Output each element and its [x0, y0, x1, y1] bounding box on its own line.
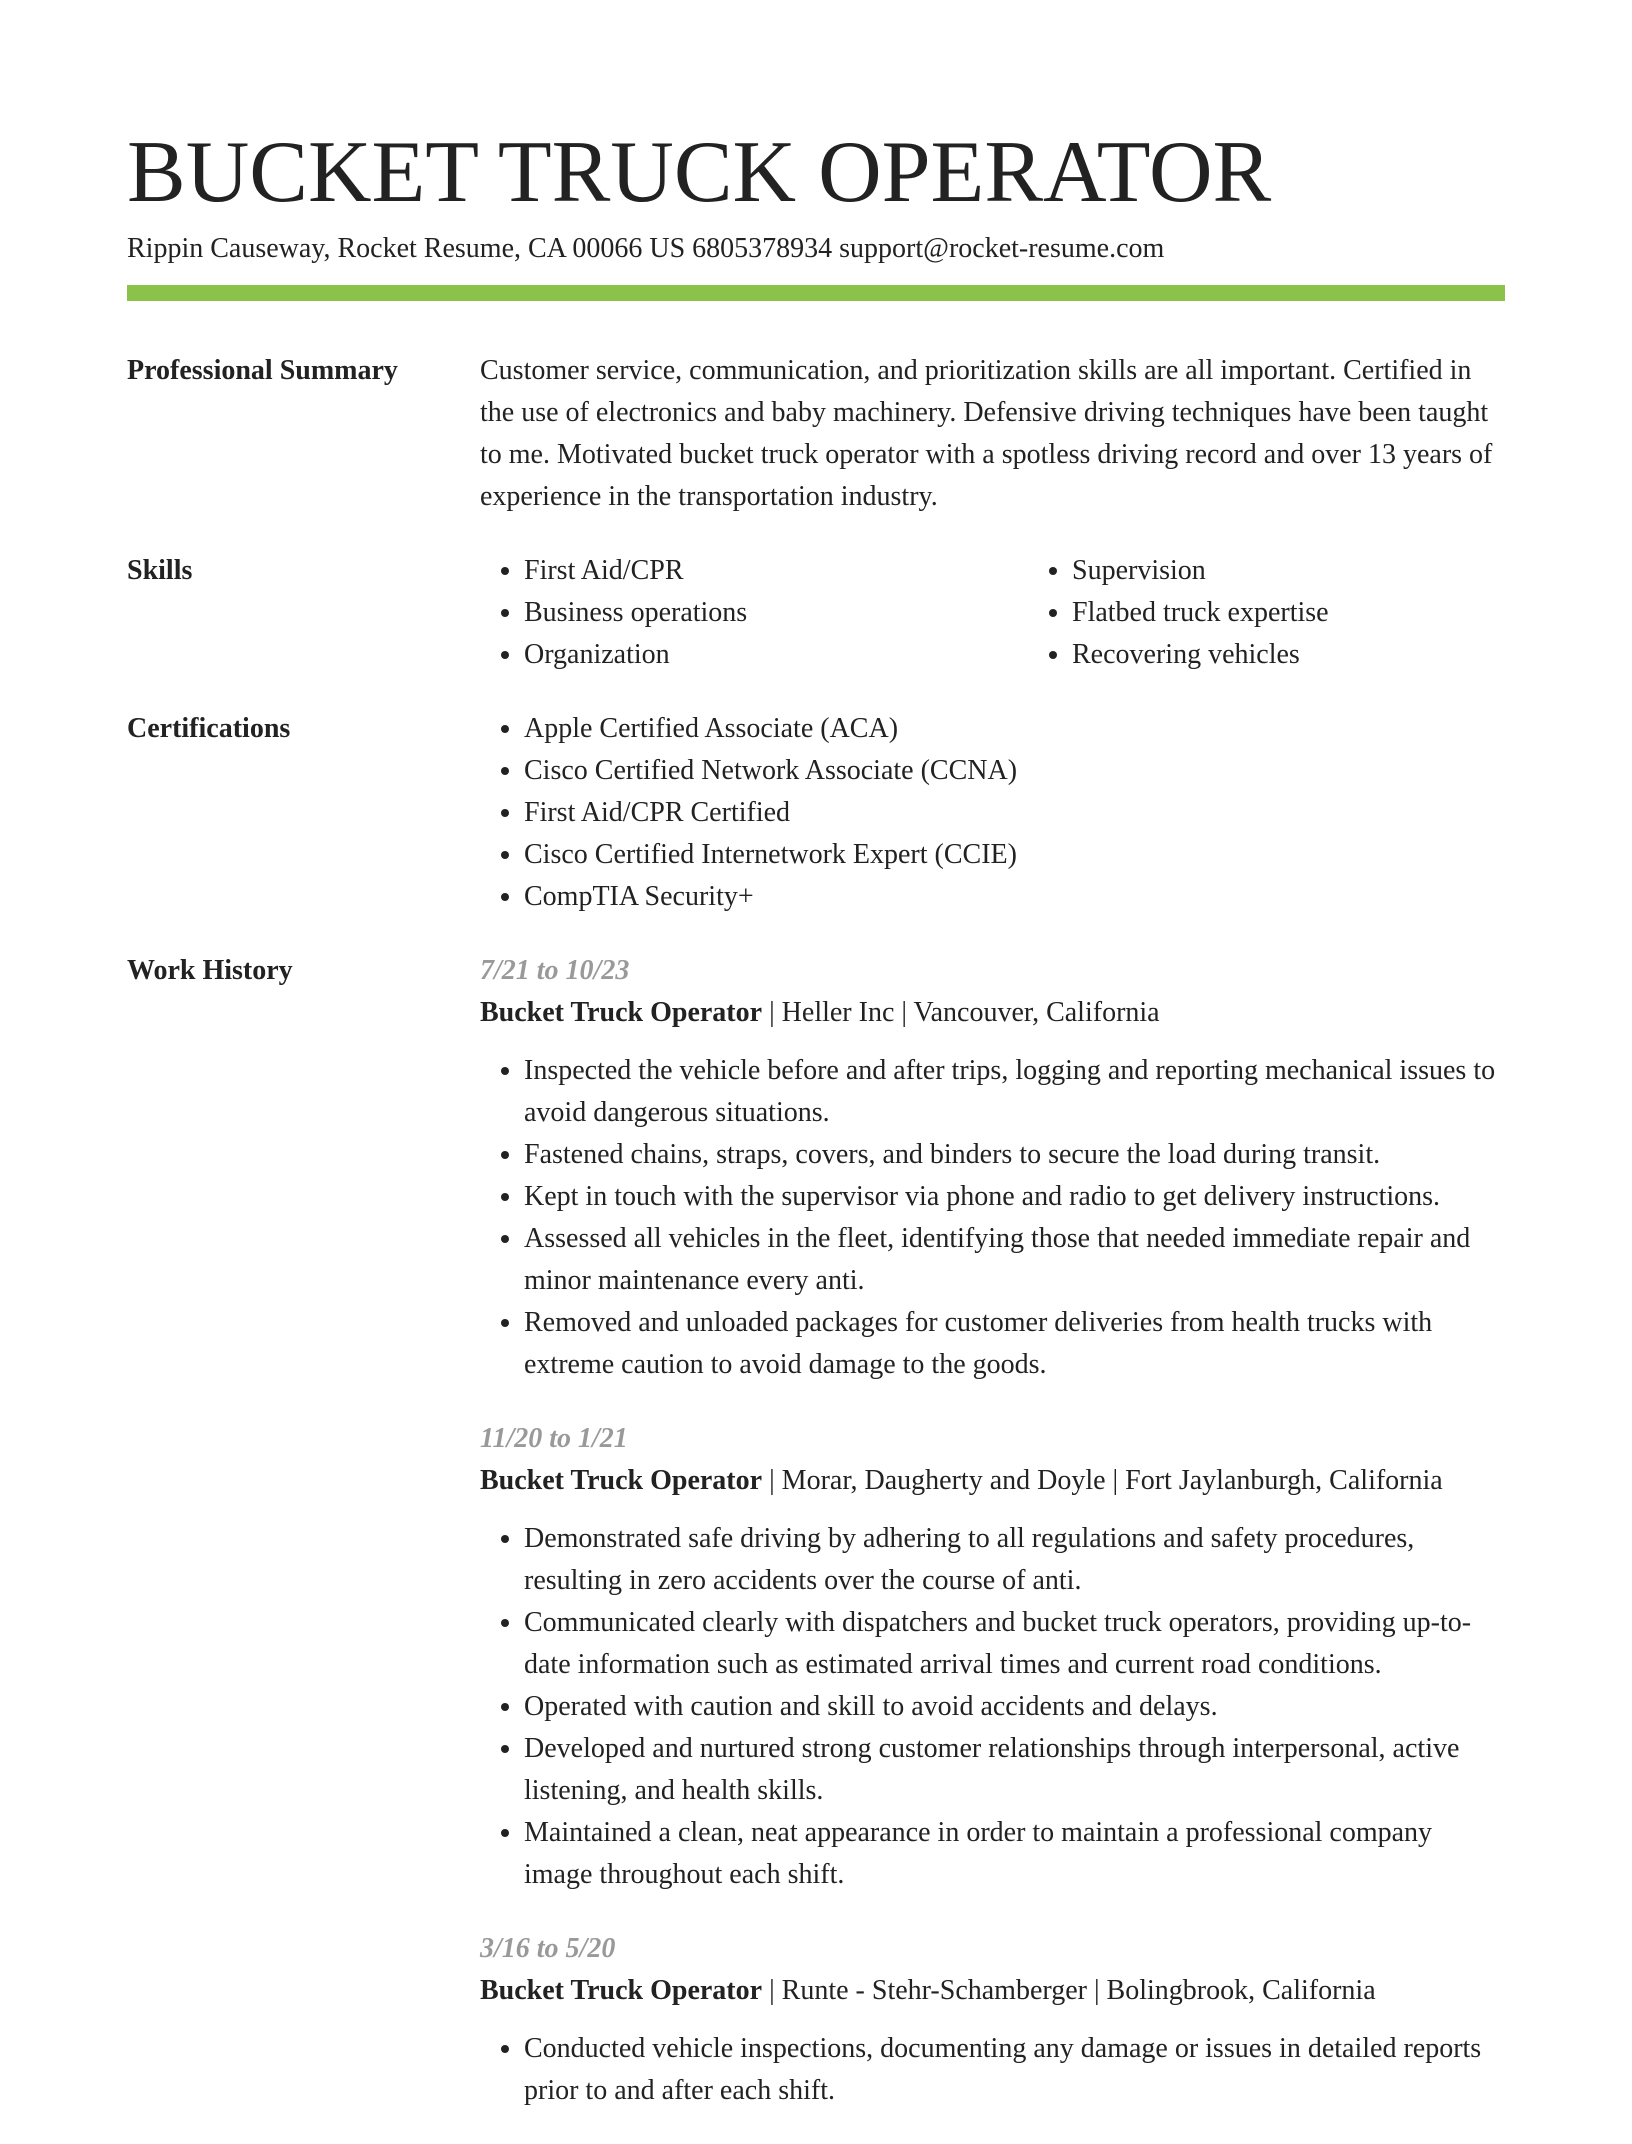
certification-item: • Cisco Certified Internetwork Expert (CCIE)	[524, 834, 1505, 876]
job-title-line	[480, 992, 1505, 1034]
job-bullets	[480, 1518, 1505, 1896]
skills-body	[480, 550, 1576, 676]
work-history-heading: Work History	[127, 955, 293, 986]
job-details: | Heller Inc | Vancouver, California	[762, 997, 1160, 1028]
certification-item: • First Aid/CPR Certified	[524, 792, 1505, 834]
job-bullet: • Maintained a clean, neat appearance in order to maintain a professional company image throughout each shift.	[524, 1812, 1505, 1896]
summary-section	[127, 350, 1505, 518]
contact-email: support@rocket-resume.com	[839, 233, 1165, 264]
skill-item: • Flatbed truck expertise	[1072, 592, 1576, 634]
contact-phone: 6805378934	[692, 233, 833, 264]
resume-title: BUCKET TRUCK OPERATOR	[127, 124, 1272, 221]
job-bullet: • Fastened chains, straps, covers, and binders to secure the load during transit.	[524, 1134, 1505, 1176]
skill-item: • Recovering vehicles	[1072, 634, 1576, 676]
work-history-section	[127, 950, 1505, 2112]
job-bullet: • Demonstrated safe driving by adhering to all regulations and safety procedures, resulting in zero accidents over the course of anti.	[524, 1518, 1505, 1602]
skill-item: • Business operations	[524, 592, 1028, 634]
job-title-line	[480, 1970, 1505, 2012]
certification-item: • CompTIA Security+	[524, 876, 1505, 918]
summary-body	[480, 350, 1505, 518]
certifications-section	[127, 708, 1505, 918]
job-bullets	[480, 1050, 1505, 1386]
job-bullets	[480, 2028, 1505, 2112]
certification-item: • Cisco Certified Network Associate (CCNA)	[524, 750, 1505, 792]
job-entry	[480, 950, 1505, 1386]
job-bullet: • Kept in touch with the supervisor via phone and radio to get delivery instructions.	[524, 1176, 1505, 1218]
skills-heading: Skills	[127, 555, 193, 586]
job-bullet: • Conducted vehicle inspections, documenting any damage or issues in detailed reports prior to and after each shift.	[524, 2028, 1505, 2112]
job-title: Bucket Truck Operator	[480, 1975, 763, 2006]
job-dates: 11/20 to 1/21	[480, 1423, 628, 1454]
skills-column-2	[1028, 550, 1576, 676]
contact-line	[127, 228, 1164, 270]
certifications-heading: Certifications	[127, 713, 291, 744]
certifications-list	[480, 708, 1505, 918]
job-bullet: • Operated with caution and skill to avoid accidents and delays.	[524, 1686, 1505, 1728]
job-bullet: • Inspected the vehicle before and after trips, logging and reporting mechanical issues to avoid dangerous situations.	[524, 1050, 1505, 1134]
job-entry	[480, 1928, 1505, 2112]
job-details: | Morar, Daugherty and Doyle | Fort Jaylanburgh, California	[762, 1465, 1443, 1496]
summary-text: Customer service, communication, and prioritization skills are all important. Certified in the use of electronics and baby machinery. Defensive driving techniques have been taught to me. Motivated bucket truck operator with a spotless driving record and over 13 years of experience in the transportation industry.	[480, 355, 1493, 512]
skill-item: • First Aid/CPR	[524, 550, 1028, 592]
job-bullet: • Removed and unloaded packages for customer deliveries from health trucks with extreme caution to avoid damage to the goods.	[524, 1302, 1505, 1386]
job-title: Bucket Truck Operator	[480, 997, 763, 1028]
job-entry	[480, 1418, 1505, 1896]
skills-section	[127, 550, 1505, 676]
contact-address: Rippin Causeway, Rocket Resume, CA 00066 US	[127, 233, 686, 264]
resume-sections	[127, 350, 1505, 2144]
job-title-line	[480, 1460, 1505, 1502]
work-history-body	[480, 950, 1505, 2112]
job-bullet: • Communicated clearly with dispatchers and bucket truck operators, providing up-to-date information such as estimated arrival times and current road conditions.	[524, 1602, 1505, 1686]
certification-item: • Apple Certified Associate (ACA)	[524, 708, 1505, 750]
job-bullet: • Assessed all vehicles in the fleet, identifying those that needed immediate repair and minor maintenance every anti.	[524, 1218, 1505, 1302]
job-dates: 7/21 to 10/23	[480, 955, 630, 986]
summary-heading: Professional Summary	[127, 355, 398, 386]
job-bullet: • Developed and nurtured strong customer relationships through interpersonal, active listening, and health skills.	[524, 1728, 1505, 1812]
job-dates: 3/16 to 5/20	[480, 1933, 616, 1964]
job-title: Bucket Truck Operator	[480, 1465, 763, 1496]
skill-item: • Supervision	[1072, 550, 1576, 592]
skill-item: • Organization	[524, 634, 1028, 676]
job-details: | Runte - Stehr-Schamberger | Bolingbrook, California	[762, 1975, 1376, 2006]
certifications-body	[480, 708, 1505, 918]
skills-column-1	[480, 550, 1028, 676]
header-divider	[127, 285, 1505, 301]
